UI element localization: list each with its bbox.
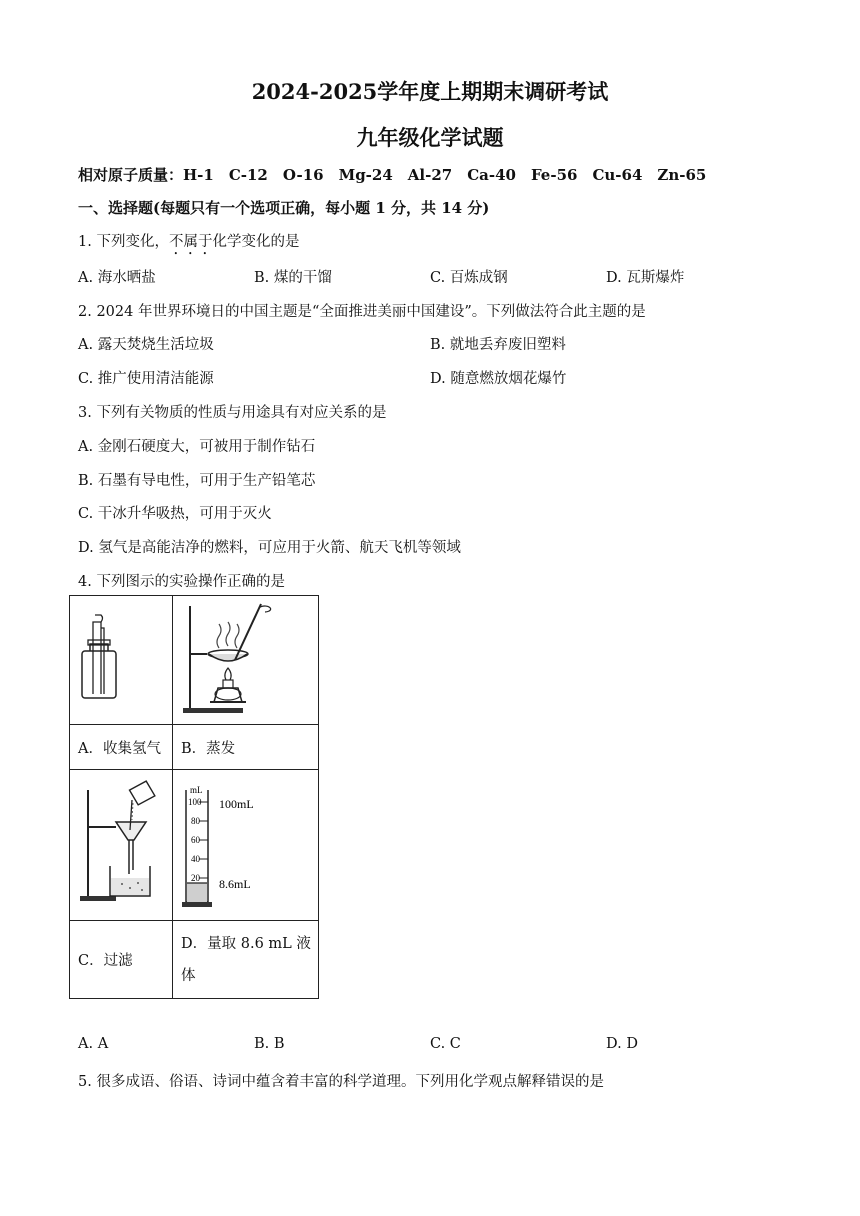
q4-option-d[interactable]: D. D: [606, 1036, 638, 1052]
figure-a-cell: [70, 596, 173, 725]
question-5-stem: 5. 很多成语、俗语、诗词中蕴含着丰富的科学道理。下列用化学观点解释错误的是: [78, 1074, 604, 1090]
atomic-mass-line: 相对原子质量：H-1 C-12 O-16 Mg-24 Al-27 Ca-40 Fe-56 Cu-64 Zn-65: [78, 166, 707, 184]
q4-figure-table: [69, 595, 319, 999]
cylinder-capacity-label: 100mL: [219, 797, 254, 811]
q3-option-c[interactable]: C. 干冰升华吸热，可用于灭火: [78, 506, 272, 522]
q1-stem-after: 化学变化的是: [212, 234, 300, 250]
caption-d-line1: D．量取 8.6 mL 液: [181, 935, 311, 952]
figure-b-cell: [173, 596, 319, 725]
q1-option-b[interactable]: B. 煤的干馏: [254, 270, 332, 286]
caption-b: B．蒸发: [173, 725, 319, 770]
q4-option-b[interactable]: B. B: [254, 1036, 285, 1052]
tick-40: 40: [191, 854, 200, 864]
tick-80: 80: [191, 816, 200, 826]
caption-a: A．收集氢气: [70, 725, 173, 770]
gas-bottle-collection-diagram: [70, 596, 172, 720]
tick-20: 20: [191, 873, 200, 883]
q2-option-b[interactable]: B. 就地丢弃废旧塑料: [430, 337, 566, 353]
figure-c-cell: [70, 770, 173, 921]
q4-option-a[interactable]: A. A: [78, 1036, 109, 1052]
q1-option-a[interactable]: A. 海水晒盐: [78, 270, 156, 286]
q2-option-c[interactable]: C. 推广使用清洁能源: [78, 371, 214, 387]
figure-d-cell: [173, 770, 319, 921]
graduated-cylinder-diagram: [173, 770, 318, 916]
q2-option-d[interactable]: D. 随意燃放烟花爆竹: [430, 371, 567, 387]
q1-option-d[interactable]: D. 瓦斯爆炸: [606, 270, 685, 286]
question-3-stem: 3. 下列有关物质的性质与用途具有对应关系的是: [78, 405, 387, 421]
question-2-stem: 2. 2024 年世界环境日的中国主题是“全面推进美丽中国建设”。下列做法符合此主题的是: [78, 304, 646, 320]
exam-title: 2024-2025学年度上期期末调研考试: [251, 79, 609, 104]
q3-option-b[interactable]: B. 石墨有导电性，可用于生产铅笔芯: [78, 473, 316, 489]
exam-subtitle: 九年级化学试题: [356, 125, 504, 150]
q1-option-c[interactable]: C. 百炼成钢: [430, 270, 508, 286]
section-heading: 一、选择题(每题只有一个选项正确，每小题 1 分，共 14 分): [78, 199, 490, 217]
q1-stem-before: 1. 下列变化，: [78, 234, 169, 250]
question-1-stem: [78, 230, 299, 258]
caption-d-line2: 体: [181, 967, 196, 984]
caption-d: [173, 921, 319, 999]
tick-60: 60: [191, 835, 200, 845]
q2-option-a[interactable]: A. 露天焚烧生活垃圾: [78, 337, 214, 353]
evaporation-diagram: [173, 596, 318, 720]
filtration-diagram: [70, 770, 172, 916]
q1-stem-emphasis: 不属于: [168, 234, 213, 250]
caption-c: C．过滤: [70, 921, 173, 999]
cylinder-unit-label: mL: [190, 785, 203, 795]
cylinder-reading-label: 8.6mL: [219, 877, 251, 891]
q3-option-d[interactable]: D. 氢气是高能洁净的燃料，可应用于火箭、航天飞机等领域: [78, 540, 461, 556]
q3-option-a[interactable]: A. 金刚石硬度大，可被用于制作钻石: [78, 439, 316, 455]
tick-100: 100: [188, 797, 202, 807]
q4-option-c[interactable]: C. C: [430, 1036, 461, 1052]
question-4-stem: 4. 下列图示的实验操作正确的是: [78, 574, 285, 590]
